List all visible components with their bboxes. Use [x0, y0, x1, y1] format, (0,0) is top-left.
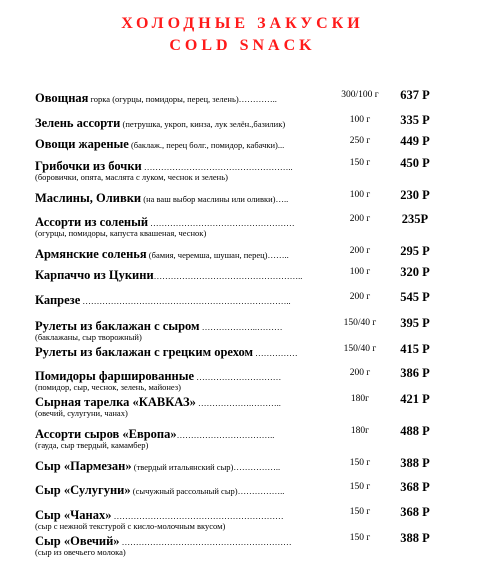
- menu-item: [35, 114, 455, 130]
- dish-ingredients: (огурцы, помидоры, капуста квашеная, чеснок): [35, 228, 207, 238]
- menu-item-line: [35, 135, 455, 151]
- menu-item-line: [35, 245, 455, 261]
- menu-item-line: [35, 457, 455, 473]
- menu-item-line: [35, 157, 455, 173]
- menu-item: [35, 135, 455, 151]
- menu-item: [35, 291, 455, 307]
- menu-item-text: [35, 89, 325, 107]
- menu-item-text: [35, 425, 325, 443]
- dish-weight: 150/40 г: [343, 344, 377, 354]
- dish-weight: 150 г: [349, 482, 371, 492]
- dish-price: 295 Р: [400, 244, 430, 258]
- menu-item-text: [35, 457, 325, 475]
- menu-item-line: [35, 343, 455, 359]
- dish-name: Рулеты из баклажан с сыром: [35, 319, 200, 333]
- title-ru: ХОЛОДНЫЕ ЗАКУСКИ: [121, 15, 364, 32]
- dish-name: Ассорти сыров «Европа»: [35, 427, 177, 441]
- dish-name: Грибочки из бочки: [35, 159, 142, 173]
- dish-price: 488 Р: [400, 424, 430, 438]
- dish-inline-description: ……………………………………………..: [141, 162, 293, 172]
- dish-weight: 100 г: [349, 267, 371, 277]
- dish-weight: 200 г: [349, 246, 371, 256]
- dish-ingredients: (сыр с нежной текстурой с кисло-молочным вкусом): [35, 521, 226, 531]
- dish-name: Сыр «Сулугуни»: [35, 483, 131, 497]
- dish-price: 415 Р: [400, 342, 430, 356]
- menu-item: [35, 213, 455, 239]
- dish-ingredients: (гауда, сыр твердый, камамбер): [35, 440, 149, 450]
- dish-weight: 300/100 г: [341, 90, 379, 100]
- menu-item: [35, 343, 455, 359]
- dish-inline-description: горка (огурцы, помидоры, перец, зелень)…………..: [88, 94, 277, 104]
- dish-price: 388 Р: [400, 531, 430, 545]
- dish-name: Сыр «Пармезан»: [35, 459, 132, 473]
- dish-name: Овощная: [35, 91, 89, 105]
- menu-item: [35, 245, 455, 261]
- dish-ingredients: (боровички, опята, маслята с луком, чеснок и зелень): [35, 172, 228, 182]
- dish-name: Сыр «Чанах»: [35, 508, 112, 522]
- dish-inline-description: (баклаж., перец болг., помидор, кабачки)...: [128, 140, 285, 150]
- dish-name: Овощи жареные: [35, 137, 129, 151]
- menu-item: [35, 425, 455, 451]
- dish-inline-description: (твердый итальянский сыр)……………..: [131, 462, 281, 472]
- dish-name: Сырная тарелка «КАВКАЗ»: [35, 395, 196, 409]
- menu-item: [35, 506, 455, 532]
- dish-weight: 250 г: [349, 136, 371, 146]
- dish-inline-description: ………………………………………………………………..: [80, 296, 291, 306]
- menu-item: [35, 532, 455, 558]
- menu-item-text: [35, 481, 325, 499]
- menu-item-line: [35, 367, 455, 383]
- dish-inline-description: ……………………………………………………: [111, 511, 284, 521]
- dish-weight: 150/40 г: [343, 318, 377, 328]
- menu-item-line: [35, 481, 455, 497]
- dish-price: 421 Р: [400, 392, 430, 406]
- menu-item: [35, 393, 455, 419]
- dish-inline-description: (сычужный рассольный сыр)……………..: [130, 486, 285, 496]
- menu-item: [35, 157, 455, 183]
- menu-item-text: [35, 291, 325, 309]
- dish-weight: 150 г: [349, 507, 371, 517]
- menu-item: [35, 367, 455, 393]
- menu-item-text: [35, 114, 325, 132]
- menu-item-text: [35, 367, 325, 385]
- dish-weight: 150 г: [349, 158, 371, 168]
- dish-price: 449 Р: [400, 134, 430, 148]
- menu-item-text: [35, 135, 325, 153]
- dish-name: Помидоры фаршированные: [35, 369, 195, 383]
- dish-name: Рулеты из баклажан с грецким орехом: [35, 345, 254, 359]
- dish-weight: 100 г: [349, 190, 371, 200]
- menu-item: [35, 89, 455, 105]
- dish-inline-description: ……………………………………………: [148, 218, 295, 228]
- dish-weight: 180г: [350, 426, 370, 436]
- dish-inline-description: (бамия, черемша, шушан, перец)……..: [146, 250, 289, 260]
- dish-weight: 200 г: [349, 368, 371, 378]
- dish-ingredients: (овечий, сулугуни, чанах): [35, 408, 128, 418]
- menu-item: [35, 189, 455, 205]
- dish-weight: 200 г: [349, 292, 371, 302]
- title-en: COLD SNACK: [169, 37, 316, 54]
- dish-weight: 150 г: [349, 533, 371, 543]
- menu-item: [35, 457, 455, 473]
- menu-item-line: [35, 189, 455, 205]
- menu-item-text: [35, 266, 325, 284]
- dish-price: 395 Р: [400, 316, 430, 330]
- dish-inline-description: (на ваш выбор маслины или оливки)…..: [141, 194, 289, 204]
- menu-item-text: [35, 393, 325, 411]
- dish-inline-description: ……………………………..: [176, 430, 275, 440]
- menu-item-line: [35, 291, 455, 307]
- menu-item-line: [35, 393, 455, 409]
- menu-item: [35, 317, 455, 343]
- dish-ingredients: (баклажаны, сыр творожный): [35, 332, 142, 342]
- dish-weight: 150 г: [349, 458, 371, 468]
- dish-name: Армянские соленья: [35, 247, 147, 261]
- dish-name: Ассорти из соленый: [35, 215, 149, 229]
- menu-item-text: [35, 317, 325, 335]
- dish-inline-description: …………………………: [194, 372, 282, 382]
- dish-inline-description: ……………: [253, 348, 298, 358]
- dish-price: 368 Р: [400, 505, 430, 519]
- dish-inline-description: (петрушка, укроп, кинза, лук зелён.,базилик): [120, 119, 286, 129]
- dish-price: 388 Р: [400, 456, 430, 470]
- dish-inline-description: ……………………………………………………: [119, 537, 292, 547]
- dish-ingredients: (сыр из овечьего молока): [35, 547, 126, 557]
- menu-item-line: [35, 532, 455, 548]
- menu-item-line: [35, 425, 455, 441]
- dish-name: Капрезе: [35, 293, 81, 307]
- menu-item-text: [35, 213, 325, 231]
- dish-inline-description: ……………………………………………..: [153, 271, 303, 281]
- dish-name: Маслины, Оливки: [35, 191, 142, 205]
- dish-price: 386 Р: [400, 366, 430, 380]
- dish-price: 235Р: [401, 212, 429, 226]
- dish-weight: 180г: [350, 394, 370, 404]
- dish-price: 230 Р: [400, 188, 430, 202]
- menu-item-text: [35, 343, 325, 361]
- dish-weight: 100 г: [349, 115, 371, 125]
- menu-item-line: [35, 506, 455, 522]
- dish-name: Зелень ассорти: [35, 116, 121, 130]
- menu-item: [35, 266, 455, 282]
- menu-item-text: [35, 245, 325, 263]
- menu-item-line: [35, 213, 455, 229]
- dish-ingredients: (помидор, сыр, чеснок, зелень, майонез): [35, 382, 181, 392]
- dish-price: 368 Р: [400, 480, 430, 494]
- dish-name: Сыр «Овечий»: [35, 534, 120, 548]
- menu-item-line: [35, 114, 455, 130]
- menu-item-line: [35, 89, 455, 105]
- menu-item-text: [35, 189, 325, 207]
- menu-item: [35, 481, 455, 497]
- dish-inline-description: ……………….………..: [195, 398, 281, 408]
- dish-price: 637 Р: [400, 88, 430, 102]
- menu-item-text: [35, 532, 325, 550]
- dish-price: 320 Р: [400, 265, 430, 279]
- menu-item-line: [35, 266, 455, 282]
- dish-inline-description: ………………..………: [199, 322, 283, 332]
- dish-name: Карпаччо из Цукини: [35, 268, 154, 282]
- dish-price: 450 Р: [400, 156, 430, 170]
- menu-item-text: [35, 157, 325, 175]
- menu-item-line: [35, 317, 455, 333]
- menu-item-text: [35, 506, 325, 524]
- dish-price: 335 Р: [400, 113, 430, 127]
- dish-weight: 200 г: [349, 214, 371, 224]
- dish-price: 545 Р: [400, 290, 430, 304]
